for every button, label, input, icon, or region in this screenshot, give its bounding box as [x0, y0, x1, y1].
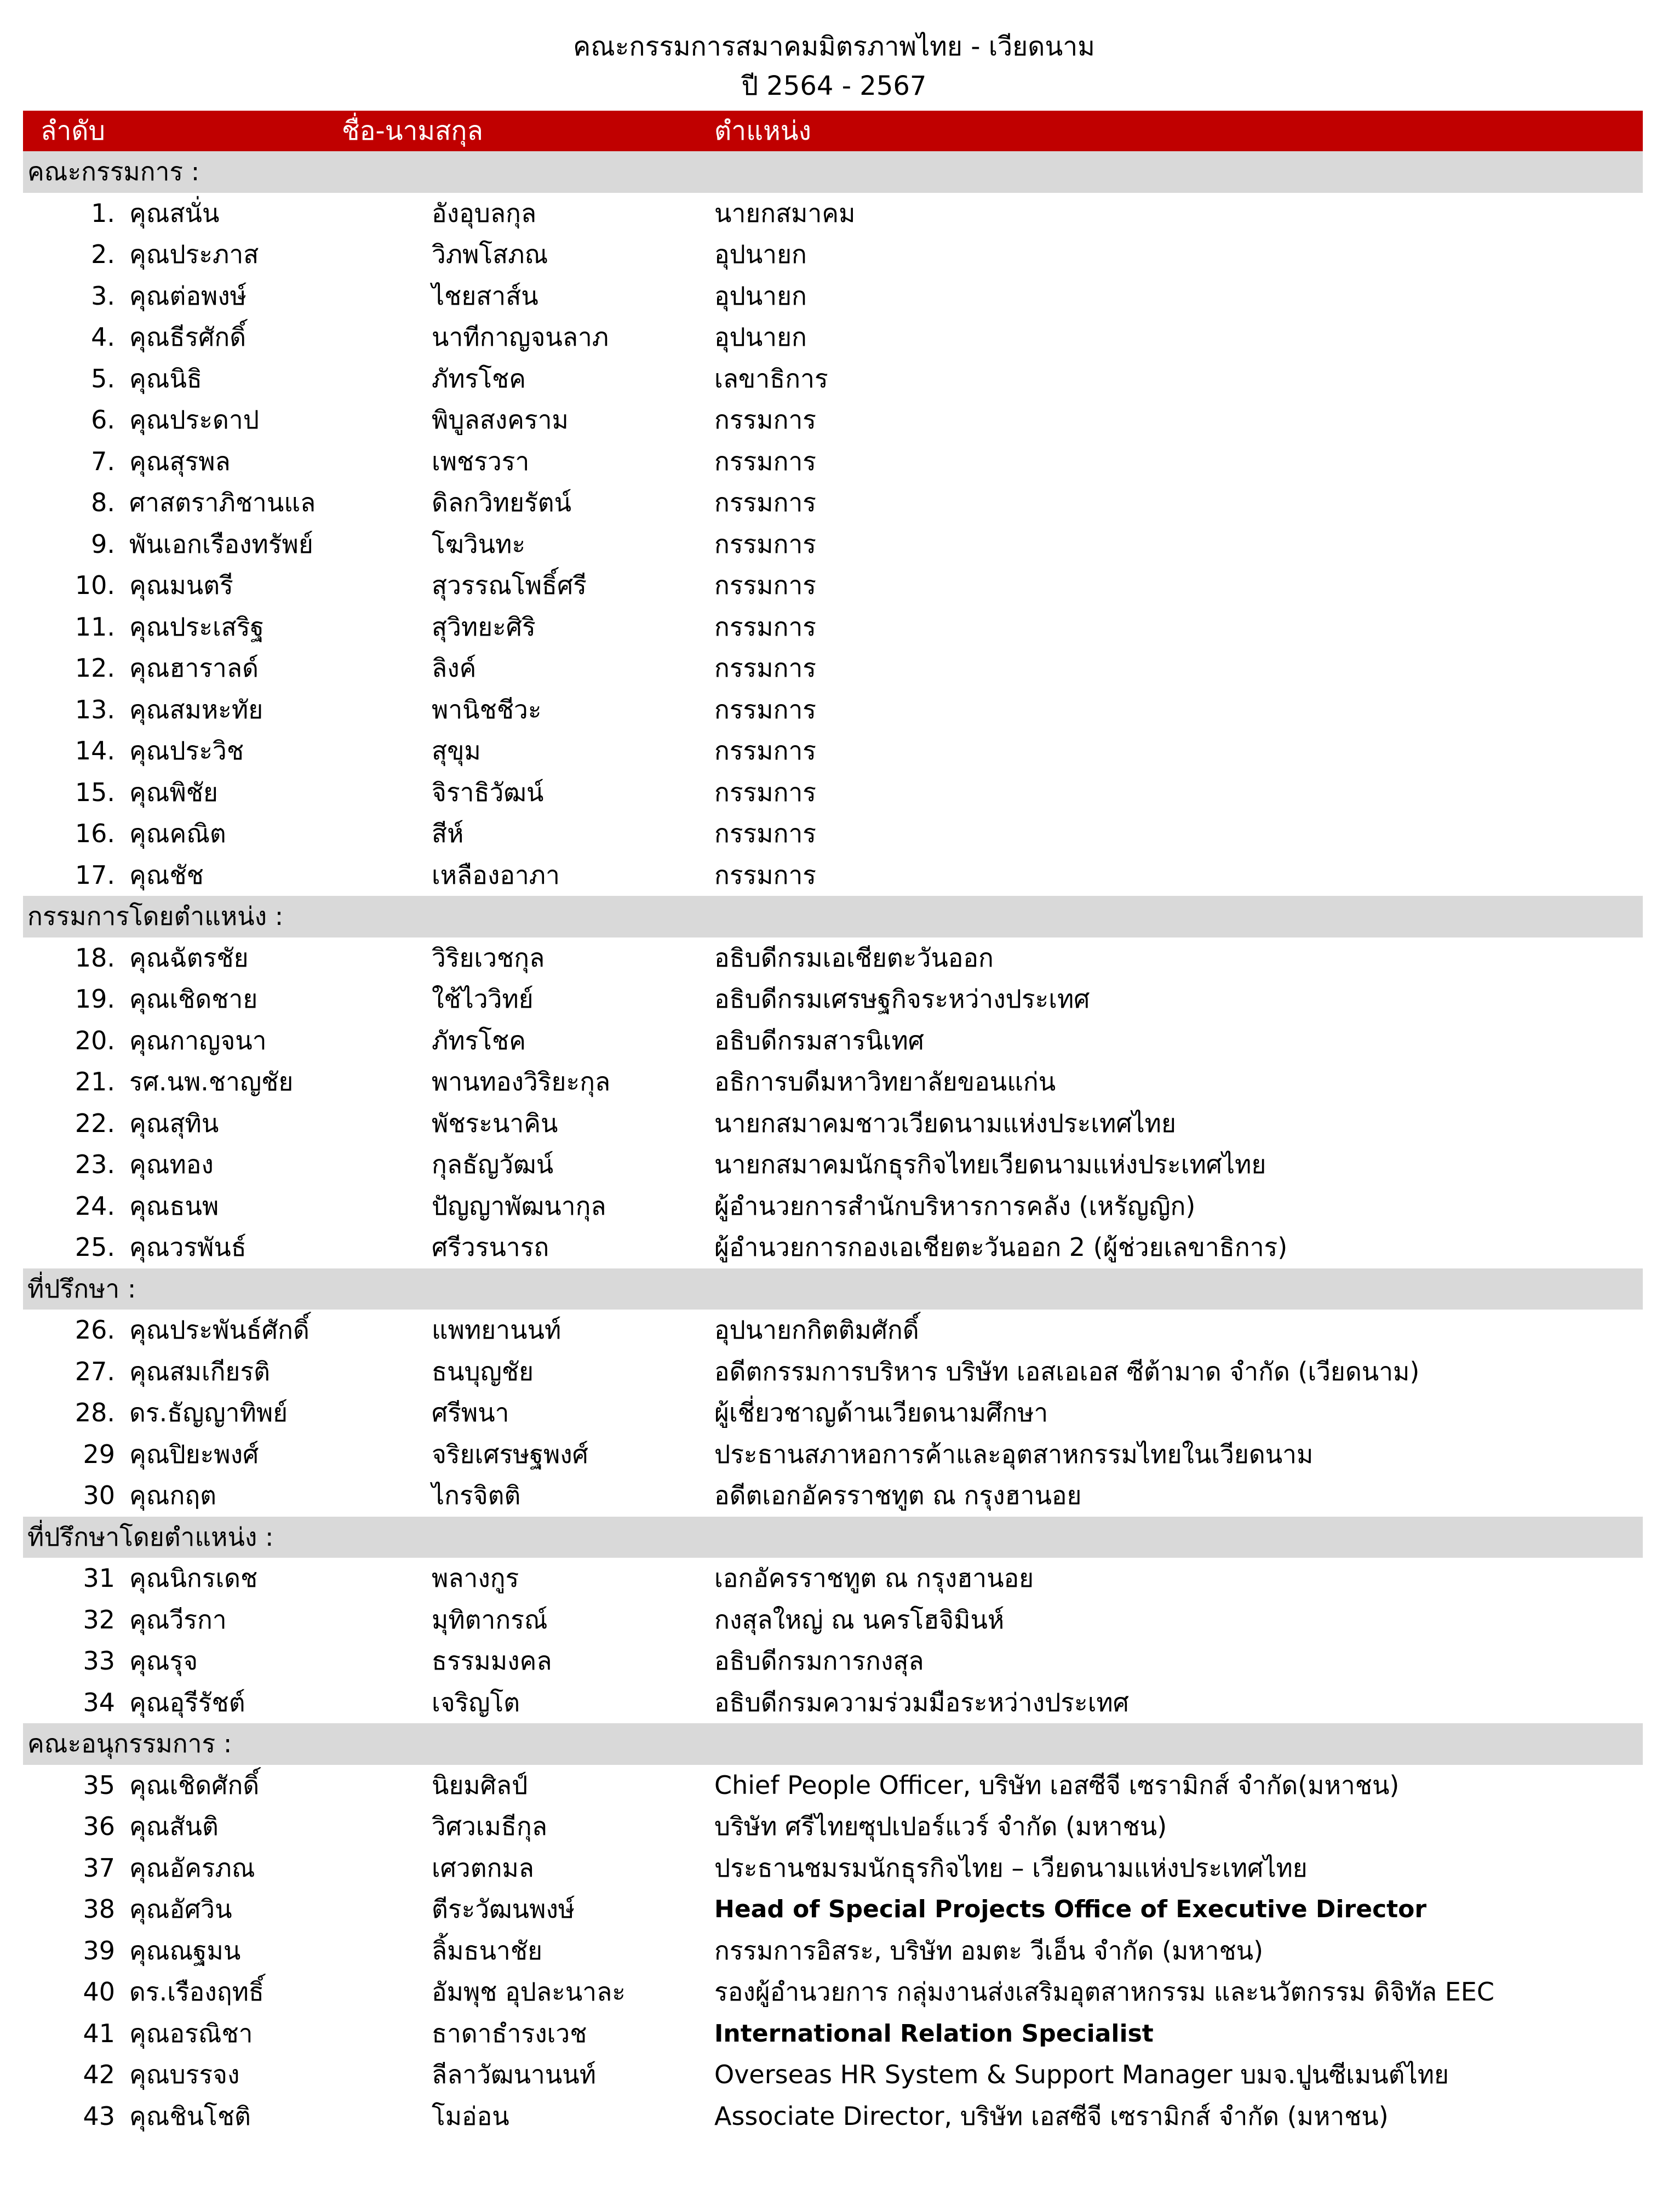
- position: นายกสมาคมชาวเวียดนามแห่งประเทศไทย: [714, 1108, 1176, 1138]
- first-name: คุณสมหะทัย: [129, 694, 263, 724]
- first-name: คุณคณิต: [129, 819, 226, 848]
- last-name: สีห์: [432, 819, 464, 848]
- row-number: 39: [83, 1935, 115, 1965]
- last-name: สุวิทยะศิริ: [432, 611, 536, 642]
- first-name: คุณทอง: [129, 1150, 214, 1179]
- position: ประธานชมรมนักธุรกิจไทย – เวียดนามแห่งประเทศไทย: [714, 1853, 1308, 1883]
- table-row: [23, 358, 1643, 400]
- row-number: 4.: [91, 322, 115, 352]
- position: อุปนายก: [714, 281, 807, 311]
- row-number: 31: [83, 1563, 115, 1593]
- first-name: คุณประวิช: [129, 736, 244, 765]
- last-name: ใช้ไววิทย์: [432, 984, 534, 1014]
- header-no: ลำดับ: [41, 116, 106, 146]
- table-row: [23, 276, 1643, 317]
- position: กรรมการ: [714, 611, 816, 642]
- first-name: คุณต่อพงษ์: [129, 281, 247, 311]
- last-name: ลิงค์: [432, 653, 477, 683]
- row-number: 3.: [91, 281, 115, 311]
- last-name: นิยมศิลป์: [432, 1770, 528, 1800]
- first-name: คุณปิยะพงศ์: [129, 1439, 259, 1469]
- last-name: วิริยเวชกุล: [432, 942, 545, 973]
- table-row: [23, 1186, 1643, 1227]
- table-row: [23, 855, 1643, 896]
- last-name: กุลธัญวัฒน์: [432, 1150, 554, 1179]
- last-name: ดิลกวิทยรัตน์: [432, 488, 572, 517]
- last-name: อังอุบลกุล: [432, 198, 537, 228]
- row-number: 32: [83, 1604, 115, 1634]
- table-row: [23, 2096, 1643, 2137]
- row-number: 25.: [74, 1232, 115, 1262]
- position: Associate Director, บริษัท เอสซีจี เซรามิกส์ จำกัด (มหาชน): [714, 2101, 1389, 2131]
- position: บริษัท ศรีไทยซุปเปอร์แวร์ จำกัด (มหาชน): [714, 1811, 1167, 1841]
- last-name: ลิ้มธนาชัย: [432, 1935, 543, 1965]
- position: International Relation Specialist: [714, 2019, 1154, 2048]
- position: อธิบดีกรมเอเชียตะวันออก: [714, 942, 994, 973]
- position: อธิบดีกรมเศรษฐกิจระหว่างประเทศ: [714, 984, 1090, 1014]
- first-name: รศ.นพ.ชาญชัย: [129, 1067, 294, 1096]
- last-name: จิราธิวัฒน์: [432, 777, 544, 807]
- row-number: 14.: [74, 736, 115, 765]
- position: Overseas HR System & Support Manager บมจ.ปูนซีเมนต์ไทย: [714, 2060, 1449, 2089]
- last-name: แพทยานนท์: [432, 1315, 561, 1345]
- first-name: คุณณฐมน: [129, 1935, 241, 1965]
- position: ผู้อำนวยการสำนักบริหารการคลัง (เหรัญญิก): [714, 1191, 1196, 1221]
- row-number: 37: [83, 1853, 115, 1883]
- section-header: [23, 1517, 1643, 1558]
- position: อุปนายกกิตติมศักดิ์: [714, 1315, 919, 1345]
- row-number: 24.: [74, 1191, 115, 1221]
- last-name: ธาดาธำรงเวช: [432, 2018, 587, 2048]
- first-name: คุณกฤต: [129, 1481, 217, 1510]
- first-name: คุณบรรจง: [129, 2060, 240, 2089]
- table-row: [23, 730, 1643, 772]
- first-name: คุณธีรศักดิ์: [129, 322, 247, 352]
- last-name: มุทิตากรณ์: [432, 1604, 548, 1634]
- position: กรรมการ: [714, 777, 816, 807]
- table-row: [23, 1392, 1643, 1434]
- last-name: สุขุม: [432, 736, 481, 765]
- position: กรรมการ: [714, 570, 816, 600]
- last-name: วิภพโสภณ: [432, 239, 548, 269]
- table-header: [23, 111, 1643, 151]
- last-name: ธนบุญชัย: [432, 1356, 534, 1386]
- last-name: วิศวเมธีกุล: [432, 1811, 548, 1841]
- last-name: โฆวินทะ: [432, 529, 526, 559]
- row-number: 43: [83, 2101, 115, 2131]
- position: Chief People Officer, บริษัท เอสซีจี เซรามิกส์ จำกัด(มหาชน): [714, 1770, 1400, 1800]
- document-subtitle-year: ปี 2564 - 2567: [741, 71, 927, 101]
- last-name: พลางกูร: [432, 1563, 519, 1593]
- table-row: [23, 317, 1643, 358]
- position: อธิบดีกรมสารนิเทศ: [714, 1025, 924, 1055]
- row-number: 33: [83, 1646, 115, 1676]
- first-name: คุณอัครภณ: [129, 1853, 255, 1883]
- first-name: คุณวรพันธ์: [129, 1232, 247, 1262]
- position: อธิบดีกรมความร่วมมือระหว่างประเทศ: [714, 1687, 1129, 1717]
- first-name: คุณฉัตรชัย: [129, 942, 249, 973]
- table-row: [23, 1310, 1643, 1351]
- last-name: ตีระวัฒนพงษ์: [432, 1894, 575, 1924]
- position: อุปนายก: [714, 239, 807, 269]
- row-number: 1.: [91, 198, 115, 228]
- table-row: [23, 1806, 1643, 1848]
- section-label: ที่ปรึกษาโดยตำแหน่ง :: [27, 1522, 274, 1552]
- position: ประธานสภาหอการค้าและอุตสาหกรรมไทยในเวียดนาม: [714, 1439, 1314, 1469]
- row-number: 2.: [91, 239, 115, 269]
- section-label: ที่ปรึกษา :: [27, 1273, 136, 1304]
- last-name: ลีลาวัฒนานนท์: [432, 2060, 597, 2089]
- position: อุปนายก: [714, 322, 807, 352]
- row-number: 22.: [74, 1108, 115, 1138]
- position: กรรมการ: [714, 529, 816, 559]
- first-name: คุณสมเกียรติ: [129, 1356, 270, 1386]
- table-row: [23, 1848, 1643, 1889]
- first-name: คุณรุจ: [129, 1646, 198, 1676]
- table-row: [23, 2054, 1643, 2096]
- row-number: 36: [83, 1811, 115, 1841]
- table-row: [23, 772, 1643, 814]
- table-row: [23, 1930, 1643, 1972]
- last-name: ปัญญาพัฒนากุล: [432, 1191, 606, 1221]
- row-number: 13.: [74, 694, 115, 724]
- row-number: 29: [83, 1439, 115, 1469]
- position: นายกสมาคมนักธุรกิจไทยเวียดนามแห่งประเทศไทย: [714, 1150, 1266, 1179]
- first-name: คุณอัศวิน: [129, 1894, 232, 1924]
- document-title: คณะกรรมการสมาคมมิตรภาพไทย - เวียดนาม: [573, 31, 1095, 62]
- table-row: [23, 979, 1643, 1020]
- row-number: 10.: [74, 570, 115, 600]
- table-row: [23, 813, 1643, 855]
- table-row: [23, 1889, 1643, 1930]
- position: กรรมการอิสระ, บริษัท อมตะ วีเอ็น จำกัด (มหาชน): [714, 1935, 1264, 1965]
- table-row: [23, 938, 1643, 979]
- last-name: เจริญโต: [432, 1687, 520, 1717]
- last-name: สุวรรณโพธิ์ศรี: [432, 570, 587, 600]
- last-name: ศรีพนา: [432, 1398, 509, 1427]
- first-name: คุณสุทิน: [129, 1108, 219, 1138]
- last-name: พิบูลสงคราม: [432, 405, 569, 435]
- first-name: ดร.เรืองฤทธิ์: [129, 1977, 264, 2007]
- table-row: [23, 193, 1643, 235]
- position: กงสุลใหญ่ ณ นครโฮจิมินห์: [714, 1604, 1005, 1634]
- position: กรรมการ: [714, 736, 816, 765]
- table-row: [23, 689, 1643, 731]
- first-name: คุณประเสริฐ: [129, 611, 264, 642]
- row-number: 12.: [74, 653, 115, 683]
- first-name: คุณพิชัย: [129, 777, 218, 807]
- position: Head of Special Projects Office of Executive Director: [714, 1895, 1427, 1923]
- table-row: [23, 1020, 1643, 1062]
- last-name: โมอ่อน: [432, 2101, 509, 2131]
- position: กรรมการ: [714, 694, 816, 724]
- position: เลขาธิการ: [714, 363, 828, 393]
- position: อธิการบดีมหาวิทยาลัยขอนแก่น: [714, 1067, 1056, 1096]
- table-row: [23, 441, 1643, 483]
- last-name: จริยเศรษฐพงศ์: [432, 1439, 588, 1469]
- first-name: คุณเชิดชาย: [129, 984, 258, 1014]
- row-number: 28.: [74, 1398, 115, 1427]
- row-number: 18.: [74, 942, 115, 973]
- row-number: 26.: [74, 1315, 115, 1345]
- section-label: คณะอนุกรรมการ :: [27, 1729, 232, 1758]
- first-name: ดร.ธัญญาทิพย์: [129, 1398, 288, 1427]
- table-row: [23, 399, 1643, 441]
- first-name: พันเอกเรืองทรัพย์: [129, 529, 313, 559]
- position: กรรมการ: [714, 653, 816, 683]
- last-name: ไชยสาส์น: [432, 281, 538, 311]
- position: อดีตกรรมการบริหาร บริษัท เอสเอเอส ซีต้ามาด จำกัด (เวียดนาม): [714, 1356, 1420, 1386]
- table-row: [23, 1351, 1643, 1393]
- last-name: ภัทรโชค: [432, 363, 526, 393]
- last-name: ไกรจิตติ: [432, 1481, 521, 1510]
- first-name: คุณชัช: [129, 860, 204, 890]
- header-name: ชื่อ-นามสกุล: [342, 116, 483, 146]
- row-number: 8.: [91, 488, 115, 517]
- header-position: ตำแหน่ง: [714, 116, 811, 146]
- last-name: พานทองวิริยะกุล: [432, 1067, 611, 1096]
- table-row: [23, 607, 1643, 648]
- position: กรรมการ: [714, 446, 816, 476]
- table-row: [23, 1061, 1643, 1103]
- position: ผู้เชี่ยวชาญด้านเวียดนามศึกษา: [714, 1398, 1048, 1427]
- member-table: [23, 151, 1643, 2137]
- last-name: เพชรวรา: [432, 446, 530, 476]
- row-number: 17.: [74, 860, 115, 890]
- table-row: [23, 1227, 1643, 1268]
- last-name: พานิชชีวะ: [432, 694, 542, 724]
- first-name: คุณสันติ: [129, 1811, 219, 1841]
- first-name: คุณประภาส: [129, 239, 259, 269]
- position: เอกอัครราชทูต ณ กรุงฮานอย: [714, 1563, 1034, 1593]
- table-row: [23, 1599, 1643, 1641]
- last-name: ศรีวรนารถ: [432, 1232, 549, 1262]
- last-name: ธรรมมงคล: [432, 1646, 552, 1676]
- row-number: 23.: [74, 1150, 115, 1179]
- row-number: 11.: [74, 611, 115, 642]
- first-name: คุณนิธิ: [129, 363, 202, 393]
- first-name: คุณอุรีรัชต์: [129, 1687, 245, 1717]
- row-number: 6.: [91, 405, 115, 435]
- first-name: ศาสตราภิชานแล: [129, 488, 316, 517]
- first-name: คุณอรณิชา: [129, 2018, 253, 2048]
- position: นายกสมาคม: [714, 198, 856, 228]
- row-number: 27.: [74, 1356, 115, 1386]
- row-number: 7.: [91, 446, 115, 476]
- table-row: [23, 1682, 1643, 1724]
- table-row: [23, 1144, 1643, 1186]
- first-name: คุณนิกรเดช: [129, 1563, 258, 1593]
- section-header: [23, 151, 1643, 193]
- table-row: [23, 234, 1643, 276]
- first-name: คุณสุรพล: [129, 446, 231, 476]
- row-number: 19.: [74, 984, 115, 1014]
- first-name: คุณธนพ: [129, 1191, 219, 1221]
- position: กรรมการ: [714, 819, 816, 848]
- table-row: [23, 648, 1643, 689]
- row-number: 38: [83, 1894, 115, 1924]
- table-row: [23, 565, 1643, 607]
- position: อดีตเอกอัครราชทูต ณ กรุงฮานอย: [714, 1481, 1082, 1510]
- table-row: [23, 1765, 1643, 1807]
- table-row: [23, 482, 1643, 524]
- section-label: กรรมการโดยตำแหน่ง :: [27, 901, 284, 931]
- first-name: คุณฮาราลด์: [129, 653, 259, 683]
- table-row: [23, 2013, 1643, 2055]
- first-name: คุณวีรกา: [129, 1604, 227, 1634]
- row-number: 9.: [91, 529, 115, 559]
- row-number: 21.: [74, 1067, 115, 1096]
- first-name: คุณชินโชติ: [129, 2101, 251, 2131]
- first-name: คุณสนั่น: [129, 198, 220, 228]
- last-name: เหลืองอาภา: [432, 860, 560, 890]
- last-name: ภัทรโชค: [432, 1025, 526, 1055]
- first-name: คุณเชิดศักดิ์: [129, 1770, 260, 1800]
- position: อธิบดีกรมการกงสุล: [714, 1646, 924, 1676]
- position: กรรมการ: [714, 405, 816, 435]
- position: รองผู้อำนวยการ กลุ่มงานส่งเสริมอุตสาหกรรม และนวัตกรรม ดิจิทัล EEC: [714, 1977, 1494, 2007]
- row-number: 35: [83, 1770, 115, 1800]
- first-name: คุณมนตรี: [129, 570, 233, 600]
- table-row: [23, 1475, 1643, 1517]
- section-label: คณะกรรมการ :: [27, 157, 200, 186]
- first-name: คุณกาญจนา: [129, 1025, 267, 1055]
- row-number: 41: [83, 2018, 115, 2048]
- section-header: [23, 1268, 1643, 1310]
- row-number: 40: [83, 1977, 115, 2007]
- table-row: [23, 1434, 1643, 1476]
- table-row: [23, 1103, 1643, 1145]
- row-number: 42: [83, 2060, 115, 2089]
- row-number: 15.: [74, 777, 115, 807]
- position: กรรมการ: [714, 488, 816, 517]
- table-row: [23, 1971, 1643, 2013]
- table-row: [23, 524, 1643, 565]
- first-name: คุณประดาป: [129, 405, 259, 435]
- section-header: [23, 1723, 1643, 1765]
- position: ผู้อำนวยการกองเอเชียตะวันออก 2 (ผู้ช่วยเลขาธิการ): [714, 1232, 1288, 1262]
- row-number: 16.: [74, 819, 115, 848]
- row-number: 5.: [91, 363, 115, 393]
- last-name: พัชระนาคิน: [432, 1108, 558, 1138]
- section-header: [23, 896, 1643, 938]
- row-number: 30: [83, 1481, 115, 1510]
- row-number: 20.: [74, 1025, 115, 1055]
- table-row: [23, 1641, 1643, 1682]
- table-row: [23, 1558, 1643, 1599]
- position: กรรมการ: [714, 860, 816, 890]
- last-name: เศวตกมล: [432, 1853, 534, 1883]
- row-number: 34: [83, 1687, 115, 1717]
- first-name: คุณประพันธ์ศักดิ์: [129, 1315, 309, 1345]
- last-name: อัมพุช อุปละนาละ: [432, 1977, 626, 2007]
- last-name: นาทีกาญจนลาภ: [432, 322, 609, 352]
